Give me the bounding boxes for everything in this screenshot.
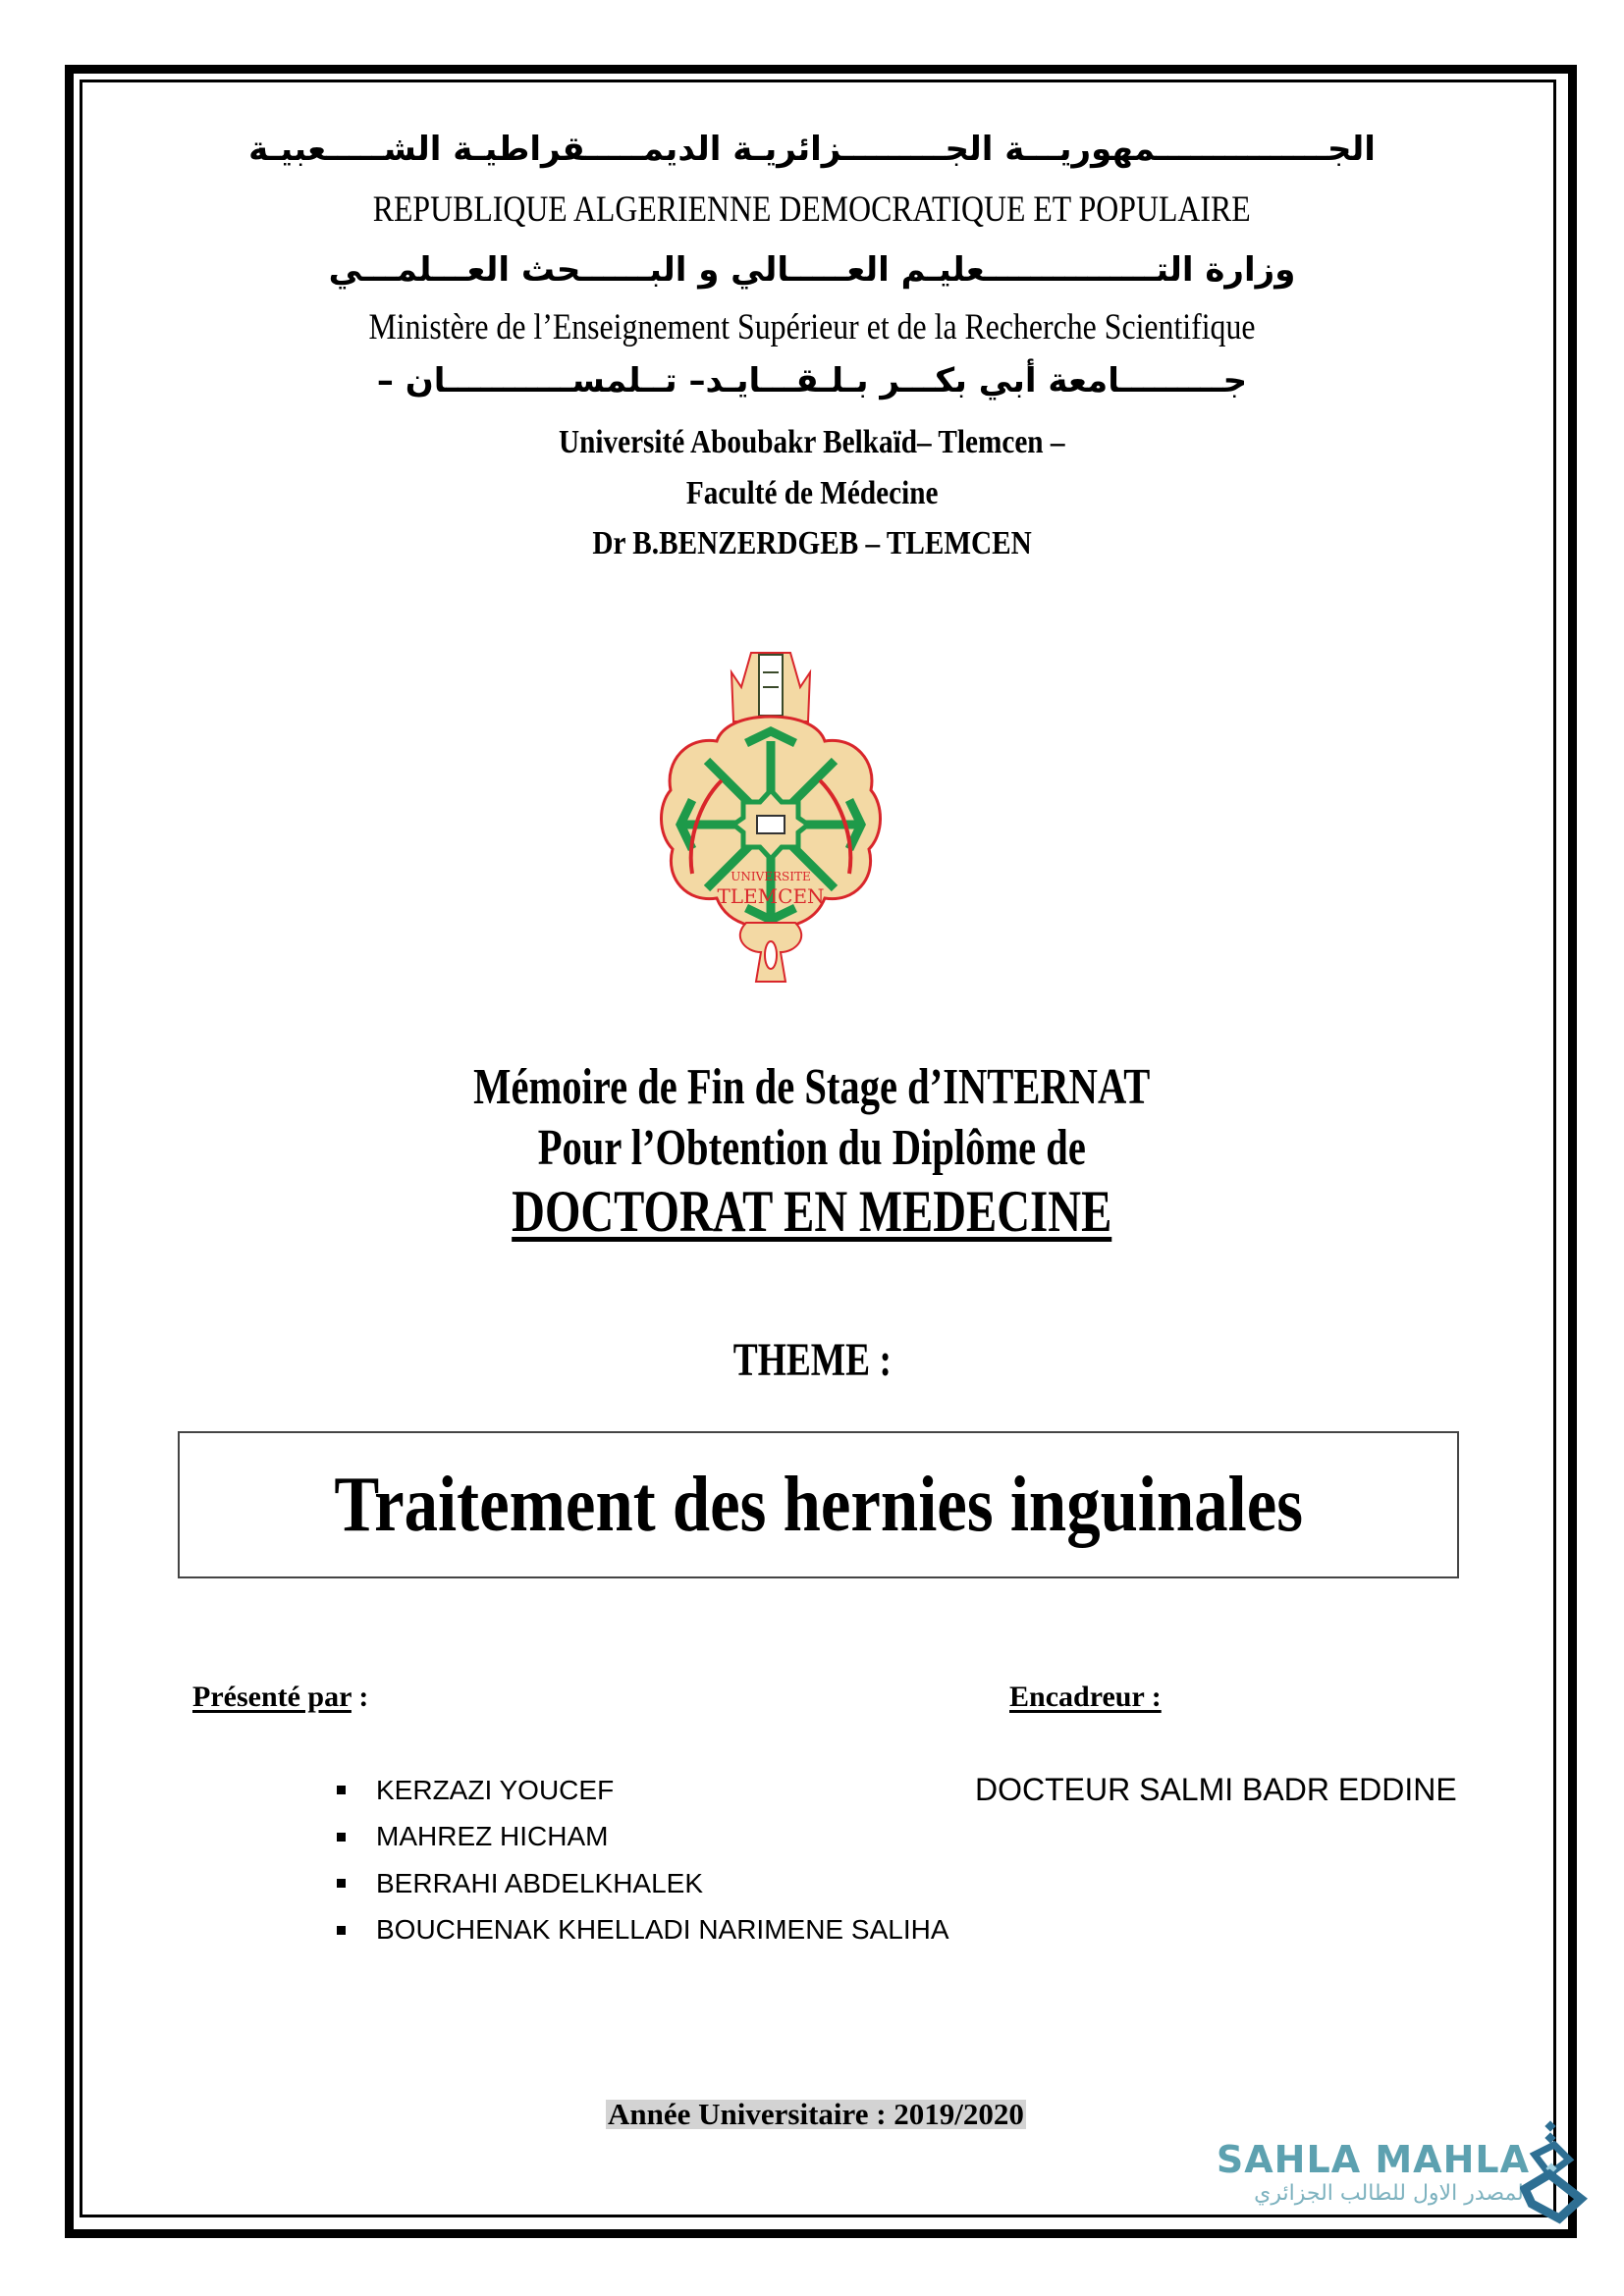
theme-label	[0, 1333, 1624, 1387]
supervisor-label: Encadreur :	[1009, 1681, 1162, 1713]
header-faculty	[0, 475, 1624, 512]
memoire-line2-text: Pour l’Obtention du Diplôme de	[537, 1120, 1087, 1176]
memoire-line3	[0, 1178, 1624, 1246]
header-university	[0, 424, 1624, 461]
watermark-subtitle: المصدر الاول للطالب الجزائري	[1254, 2181, 1530, 2206]
header-ministry-text: Ministère de l’Enseignement Supérieur et de la Recherche Scientifique	[368, 307, 1256, 347]
memoire-line1	[0, 1058, 1624, 1116]
header-republic	[0, 188, 1624, 231]
presented-by-label: Présenté par	[192, 1681, 352, 1713]
svg-text:UNIVERSITE: UNIVERSITE	[731, 870, 811, 883]
author-name: BERRAHI ABDELKHALEK	[376, 1867, 704, 1898]
theme-title-box	[178, 1431, 1459, 1578]
supervisor-name-text: DOCTEUR SALMI BADR EDDINE	[975, 1772, 1457, 1807]
author-name: KERZAZI YOUCEF	[376, 1774, 615, 1805]
memoire-line1-text: Mémoire de Fin de Stage d’INTERNAT	[473, 1059, 1151, 1115]
university-logo	[653, 633, 889, 987]
sahla-mahla-logo	[1520, 2120, 1589, 2228]
author-item	[337, 1814, 949, 1861]
header-arabic-ministry	[0, 250, 1624, 290]
header-arabic-republic-text: الجـــــــــــــــمهوريـــة الجـــــــــزائريـة الديمـــــقراطيـة الشـــــعبيـة	[248, 130, 1376, 169]
author-name: MAHREZ HICHAM	[376, 1821, 609, 1852]
theme-title: Traitement des hernies inguinales	[334, 1461, 1303, 1548]
author-name: BOUCHENAK KHELLADI NARIMENE SALIHA	[376, 1914, 949, 1946]
watermark-title: SAHLA MAHLA	[1216, 2138, 1530, 2181]
header-ministry	[0, 306, 1624, 348]
header-department	[0, 525, 1624, 562]
square-bullet-icon	[337, 1926, 346, 1935]
memoire-line3-text: DOCTORAT EN MEDECINE	[512, 1179, 1112, 1244]
svg-text:TLEMCEN: TLEMCEN	[717, 884, 825, 908]
header-republic-text: REPUBLIQUE ALGERIENNE DEMOCRATIQUE ET POPULAIRE	[373, 189, 1251, 230]
academic-year-text: Année Universitaire : 2019/2020	[608, 2097, 1024, 2131]
academic-year	[606, 2097, 1026, 2131]
square-bullet-icon	[337, 1833, 346, 1842]
header-department-text: Dr B.BENZERDGEB – TLEMCEN	[592, 525, 1032, 561]
supervisor-heading	[1009, 1681, 1162, 1714]
header-arabic-ministry-text: وزارة التـــــــــــــــعليـم العـــــالي و البــــــحث العـــلمـــي	[328, 250, 1296, 290]
sahla-mahla-watermark	[1137, 2138, 1530, 2206]
header-university-text: Université Aboubakr Belkaïd– Tlemcen –	[559, 424, 1065, 460]
theme-label-text: THEME :	[732, 1334, 892, 1386]
header-faculty-text: Faculté de Médecine	[685, 475, 939, 511]
memoire-line2	[0, 1119, 1624, 1177]
university-logo-icon	[653, 633, 889, 987]
author-list	[337, 1767, 949, 1953]
header-arabic-university-text: جـــــــــامعة أبي بكـــر بـلـقـــايـد– تــلمســـــــــــان –	[376, 361, 1248, 400]
presented-by-heading	[192, 1681, 368, 1714]
supervisor-name	[975, 1772, 1457, 1808]
author-item	[337, 1767, 949, 1814]
author-item	[337, 1860, 949, 1907]
author-item	[337, 1907, 949, 1954]
header-arabic-university	[0, 361, 1624, 400]
sahla-mahla-logo-icon	[1520, 2120, 1589, 2228]
square-bullet-icon	[337, 1786, 346, 1794]
square-bullet-icon	[337, 1879, 346, 1888]
header-arabic-republic	[0, 130, 1624, 169]
presented-by-colon: :	[351, 1681, 369, 1713]
